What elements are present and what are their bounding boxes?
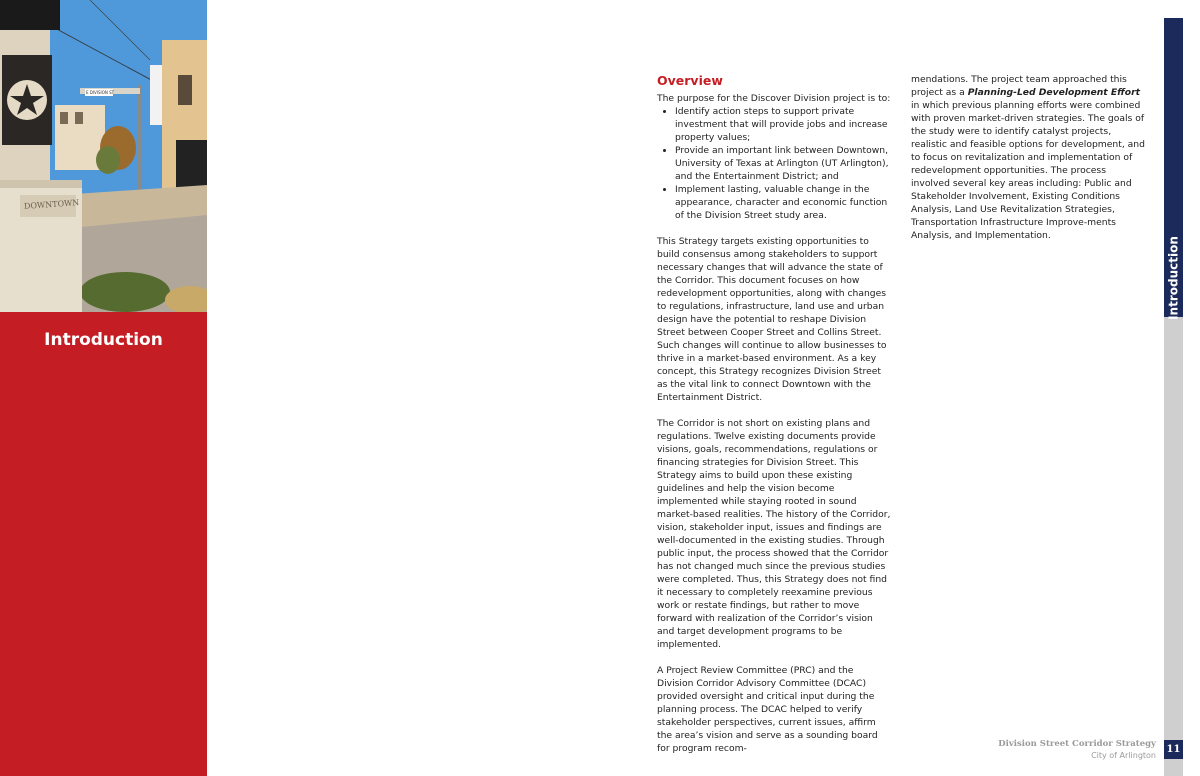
list-item: • Implement lasting, valuable change in the appearance, character and economic function of the Division Street study area. [675,183,892,222]
overview-intro: The purpose for the Discover Division project is to: [657,93,891,104]
text-column-right [911,73,1147,255]
paragraph [911,73,1147,242]
section-tab-bar [1164,18,1183,776]
monument-sign-text: DOWNTOWN [23,198,80,211]
footer [998,738,1156,762]
cover-photo [0,0,207,312]
section-title-panel [0,312,207,776]
purpose-list [657,105,892,222]
paragraph: This Strategy targets existing opportunities to build consensus among stakeholders to support necessary changes that will advance the state of the Corridor. This document focuses on how redevelopment opportunities, along with changes to regulations, infrastructure, land use and urban design have the potential to reshape Division Street between Cooper Street and Collins Street. Such changes will continue to allow businesses to thrive in a market-based environment. As a key concept, this Strategy recognizes Division Street as the vital link to connect Downtown with the Entertainment District. [657,236,887,403]
paragraph-text: mendations. The project team approached this project as a [911,74,1127,98]
paragraph-text: in which previous planning efforts were combined with proven market-driven strategies. The goals of the study were to identify catalyst projects, realistic and feasible options for development, and to focus on revitalization and implementation of redevelopment opportunities. The process involved several key areas including: Public and Stakeholder Involvement, Existing Conditions Analysis, Land Use Revitalization Strategies, Transportation Infrastructure Improve-ments Analysis, and Implementation. [911,100,1145,241]
list-item: • Identify action steps to support private investment that will provide jobs and increase property values; [675,105,892,144]
footer-subtitle: City of Arlington [1091,751,1156,760]
page-number: 11 [1164,740,1183,759]
paragraph: A Project Review Committee (PRC) and the Division Corridor Advisory Committee (DCAC) provided oversight and critical input during the planning process. The DCAC helped to verify stakeholder perspectives, current issues, affirm the area’s vision and serve as a sounding board for program recom- [657,665,878,754]
list-item: • Provide an important link between Downtown, University of Texas at Arlington (UT Arlington), and the Entertainment District; and [675,144,892,183]
emphasis-text: Planning-Led Development Effort [967,87,1141,98]
paragraph: The Corridor is not short on existing plans and regulations. Twelve existing documents provide visions, goals, recommendations, regulations or financing strategies for Division Street. This Strategy aims to build upon these existing guidelines and help the vision become implemented while staying rooted in sound market-based realities. The history of the Corridor, vision, stakeholder input, issues and findings are well-documented in the existing studies. Through public input, the process showed that the Corridor has not changed much since the previous studies were completed. Thus, this Strategy does not find it necessary to completely reexamine previous work or restate findings, but rather to move forward with realization of the Corridor’s vision and target development programs to be implemented. [657,418,891,650]
section-title: Introduction [44,330,163,350]
footer-title: Division Street Corridor Strategy [998,739,1156,749]
section-tab-label: Introduction [1166,236,1181,320]
overview-heading: Overview [657,73,723,88]
text-column-left [657,73,892,768]
street-photo-illustration [0,0,207,312]
active-section-tab[interactable] [1164,18,1183,320]
street-sign-text: E DIVISION ST [86,90,115,95]
